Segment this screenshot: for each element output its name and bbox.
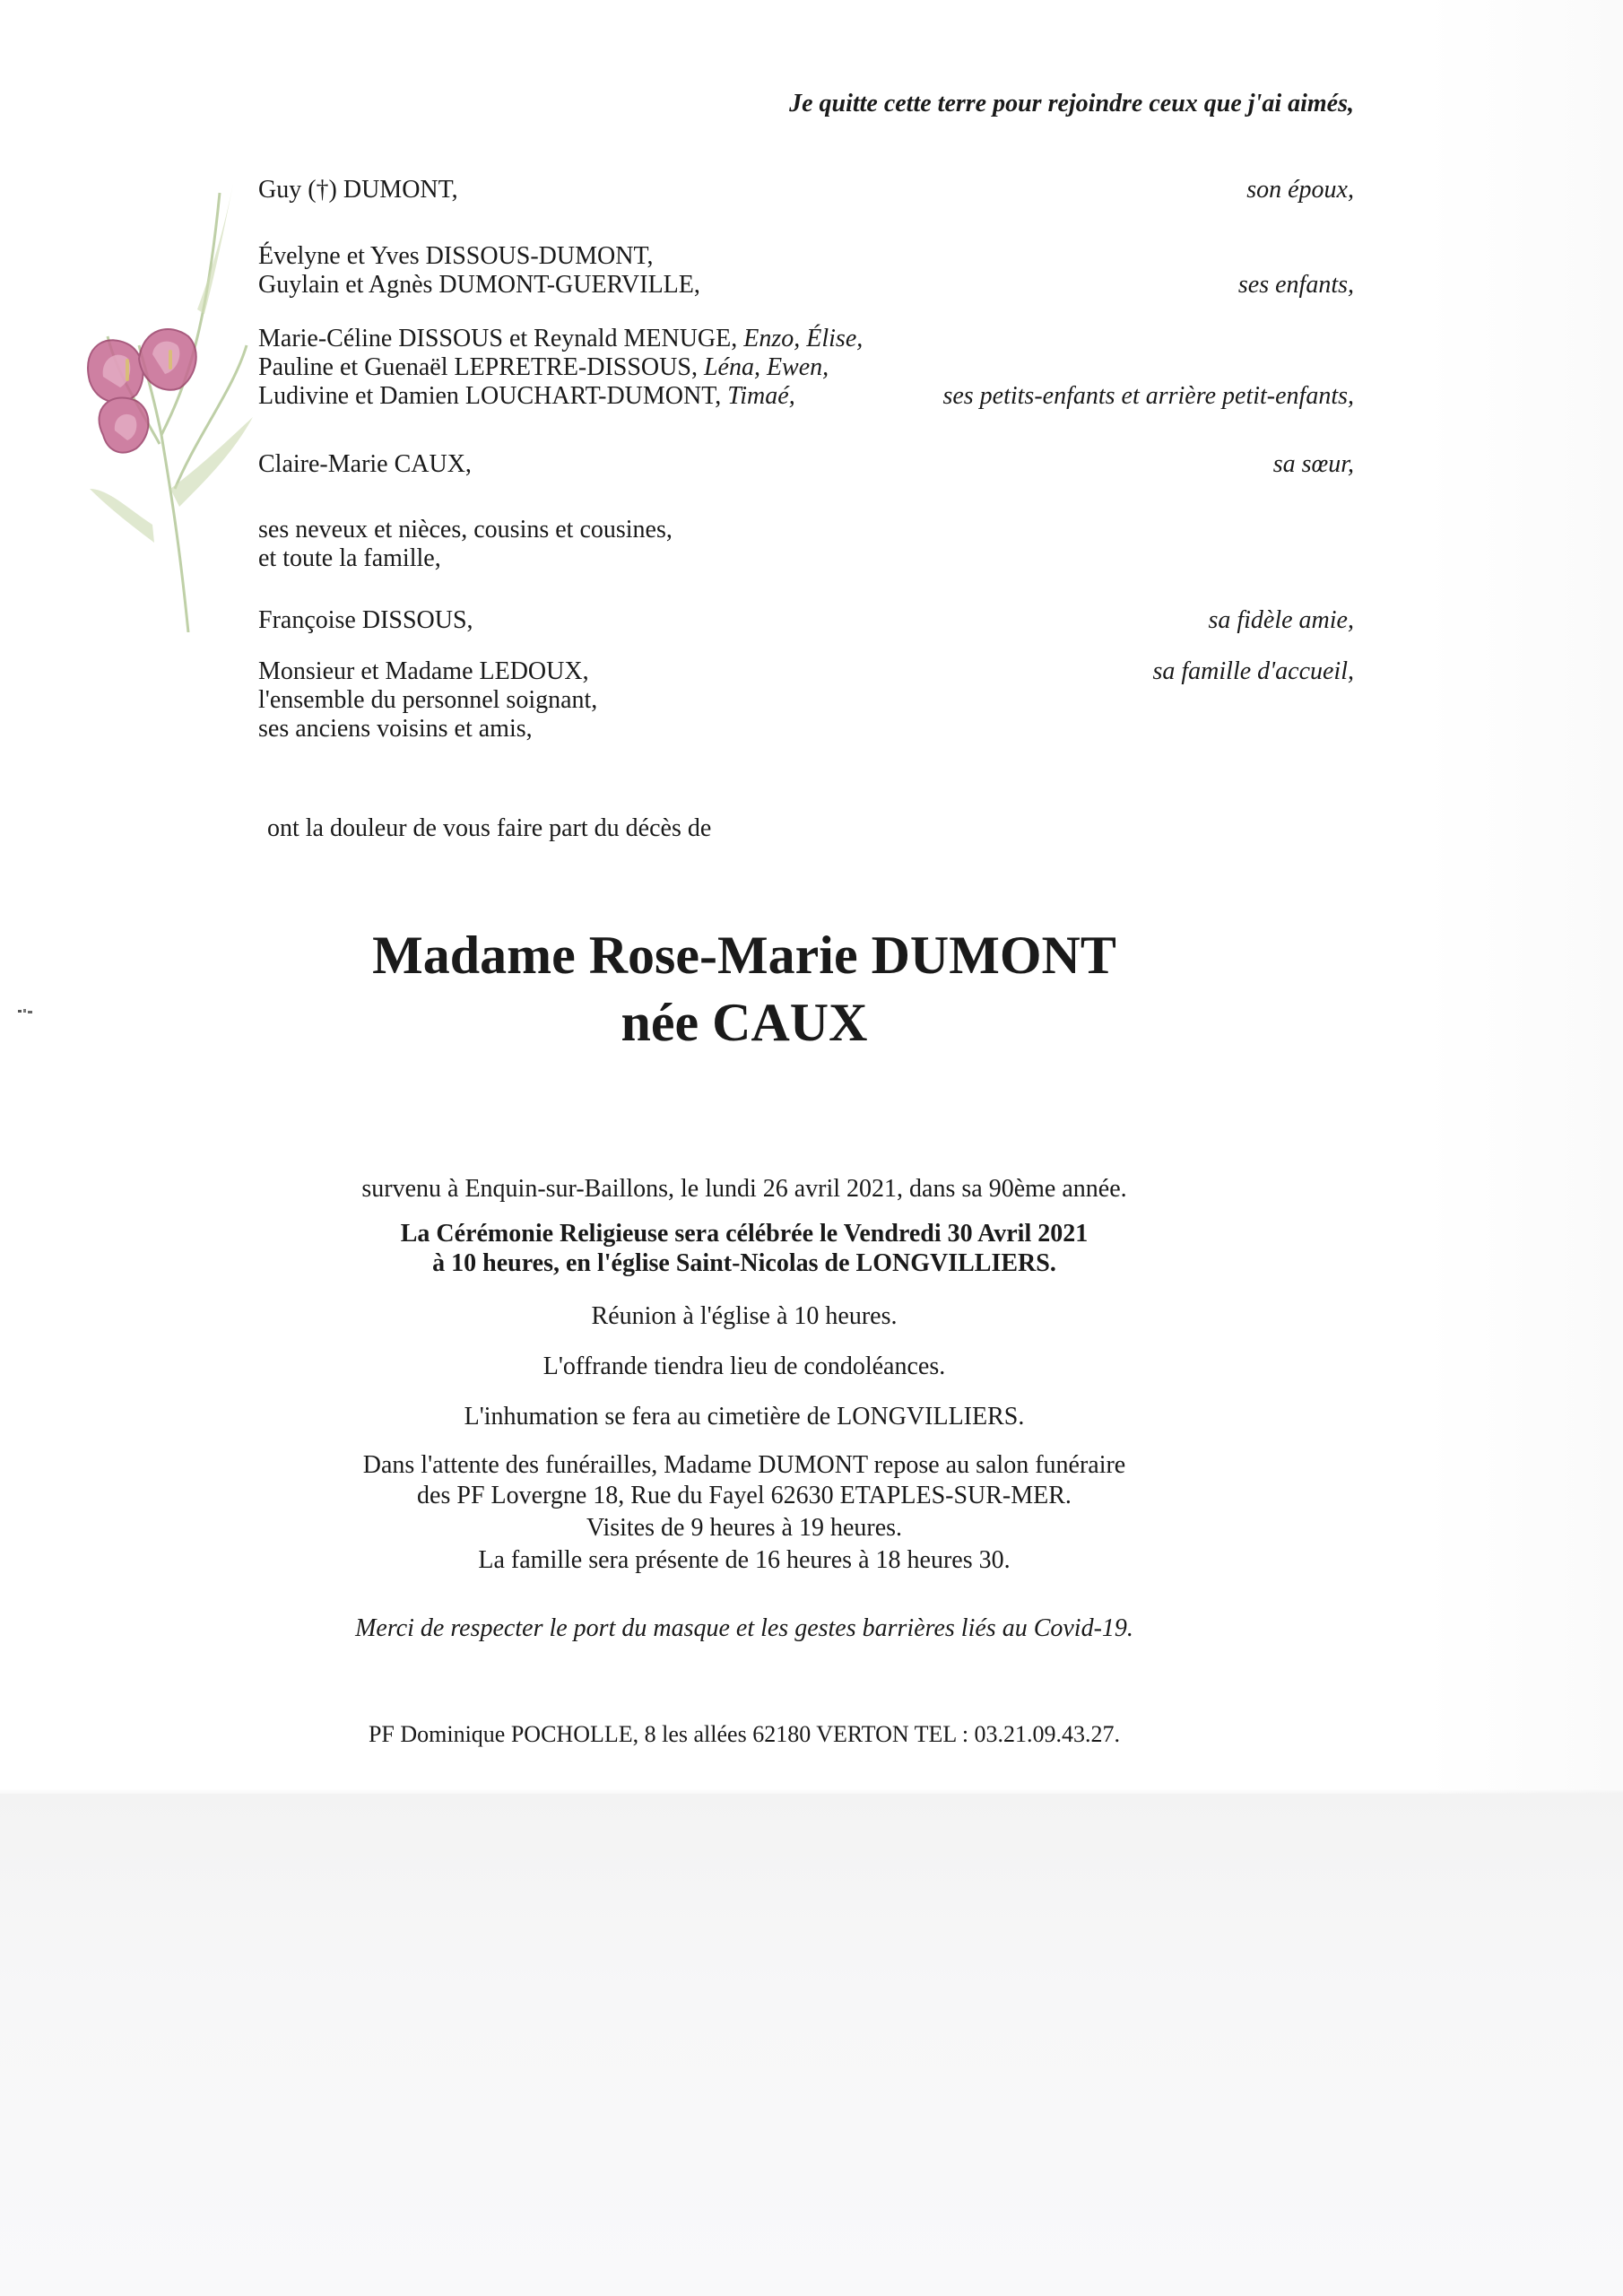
deceased-maiden-name: née CAUX (621, 993, 868, 1052)
death-details: survenu à Enquin-sur-Baillons, le lundi 26 avril 2021, dans sa 90ème année. (361, 1175, 1127, 1203)
visiting-hours: Visites de 9 heures à 19 heures. (586, 1514, 903, 1542)
family-name-line (258, 325, 863, 353)
family-name-line: Guylain et Agnès DUMONT-GUERVILLE, (258, 271, 700, 299)
family-name-line: ses neveux et nièces, cousins et cousines, (258, 516, 673, 544)
family-name-text: Pauline et Guenaël LEPRETRE-DISSOUS, (258, 353, 704, 381)
family-role: sa famille d'accueil, (1152, 657, 1354, 685)
offrande-info: L'offrande tiendra lieu de condoléances. (542, 1352, 946, 1380)
family-name-line: Claire-Marie CAUX, (258, 450, 472, 478)
family-name-line: et toute la famille, (258, 544, 441, 572)
family-name-line: Évelyne et Yves DISSOUS-DUMONT, (258, 242, 654, 270)
inhumation-info: L'inhumation se fera au cimetière de LONGVILLIERS. (464, 1403, 1025, 1431)
scan-bottom-area (0, 1794, 1623, 2296)
family-role: sa sœur, (1272, 450, 1354, 478)
family-name-line: Guy (†) DUMONT, (258, 176, 458, 204)
family-name-text: Marie-Céline DISSOUS et Reynald MENUGE, (258, 325, 744, 352)
family-name-line: Monsieur et Madame LEDOUX, (258, 657, 589, 685)
family-role: ses petits-enfants et arrière petit-enfants, (942, 382, 1354, 410)
repose-line-1: Dans l'attente des funérailles, Madame DUMONT repose au salon funéraire (362, 1451, 1126, 1479)
deceased-name: Madame Rose-Marie DUMONT (372, 926, 1116, 985)
family-name-text: Ludivine et Damien LOUCHART-DUMONT, (258, 382, 728, 410)
reunion-info: Réunion à l'église à 10 heures. (591, 1302, 898, 1330)
family-name-line (258, 353, 829, 382)
family-name-line (258, 382, 795, 411)
family-role: sa fidèle amie, (1208, 606, 1354, 634)
ceremony-line-2: à 10 heures, en l'église Saint-Nicolas de LONGVILLIERS. (432, 1249, 1056, 1277)
calla-lily-illustration (54, 166, 260, 632)
family-presence-hours: La famille sera présente de 16 heures à 18 heures 30. (478, 1546, 1011, 1574)
family-name-line: ses anciens voisins et amis, (258, 715, 533, 743)
epigraph: Je quitte cette terre pour rejoindre ceux que j'ai aimés, (789, 90, 1354, 117)
family-role: son époux, (1246, 176, 1354, 204)
ceremony-line-1: La Cérémonie Religieuse sera célébrée le Vendredi 30 Avril 2021 (400, 1220, 1089, 1248)
family-role: ses enfants, (1237, 271, 1354, 299)
family-children-names: Léna, Ewen, (703, 353, 829, 381)
announcement-intro: ont la douleur de vous faire part du décès de (267, 814, 712, 842)
family-name-line: Françoise DISSOUS, (258, 606, 473, 634)
funeral-home-footer: PF Dominique POCHOLLE, 8 les allées 62180 VERTON TEL : 03.21.09.43.27. (368, 1721, 1121, 1747)
family-name-line: l'ensemble du personnel soignant, (258, 686, 598, 714)
repose-line-2: des PF Lovergne 18, Rue du Fayel 62630 ETAPLES-SUR-MER. (417, 1482, 1072, 1509)
covid-notice: Merci de respecter le port du masque et les gestes barrières liés au Covid-19. (355, 1614, 1133, 1642)
family-children-names: Enzo, Élise, (743, 325, 864, 352)
family-children-names: Timaé, (727, 382, 795, 410)
